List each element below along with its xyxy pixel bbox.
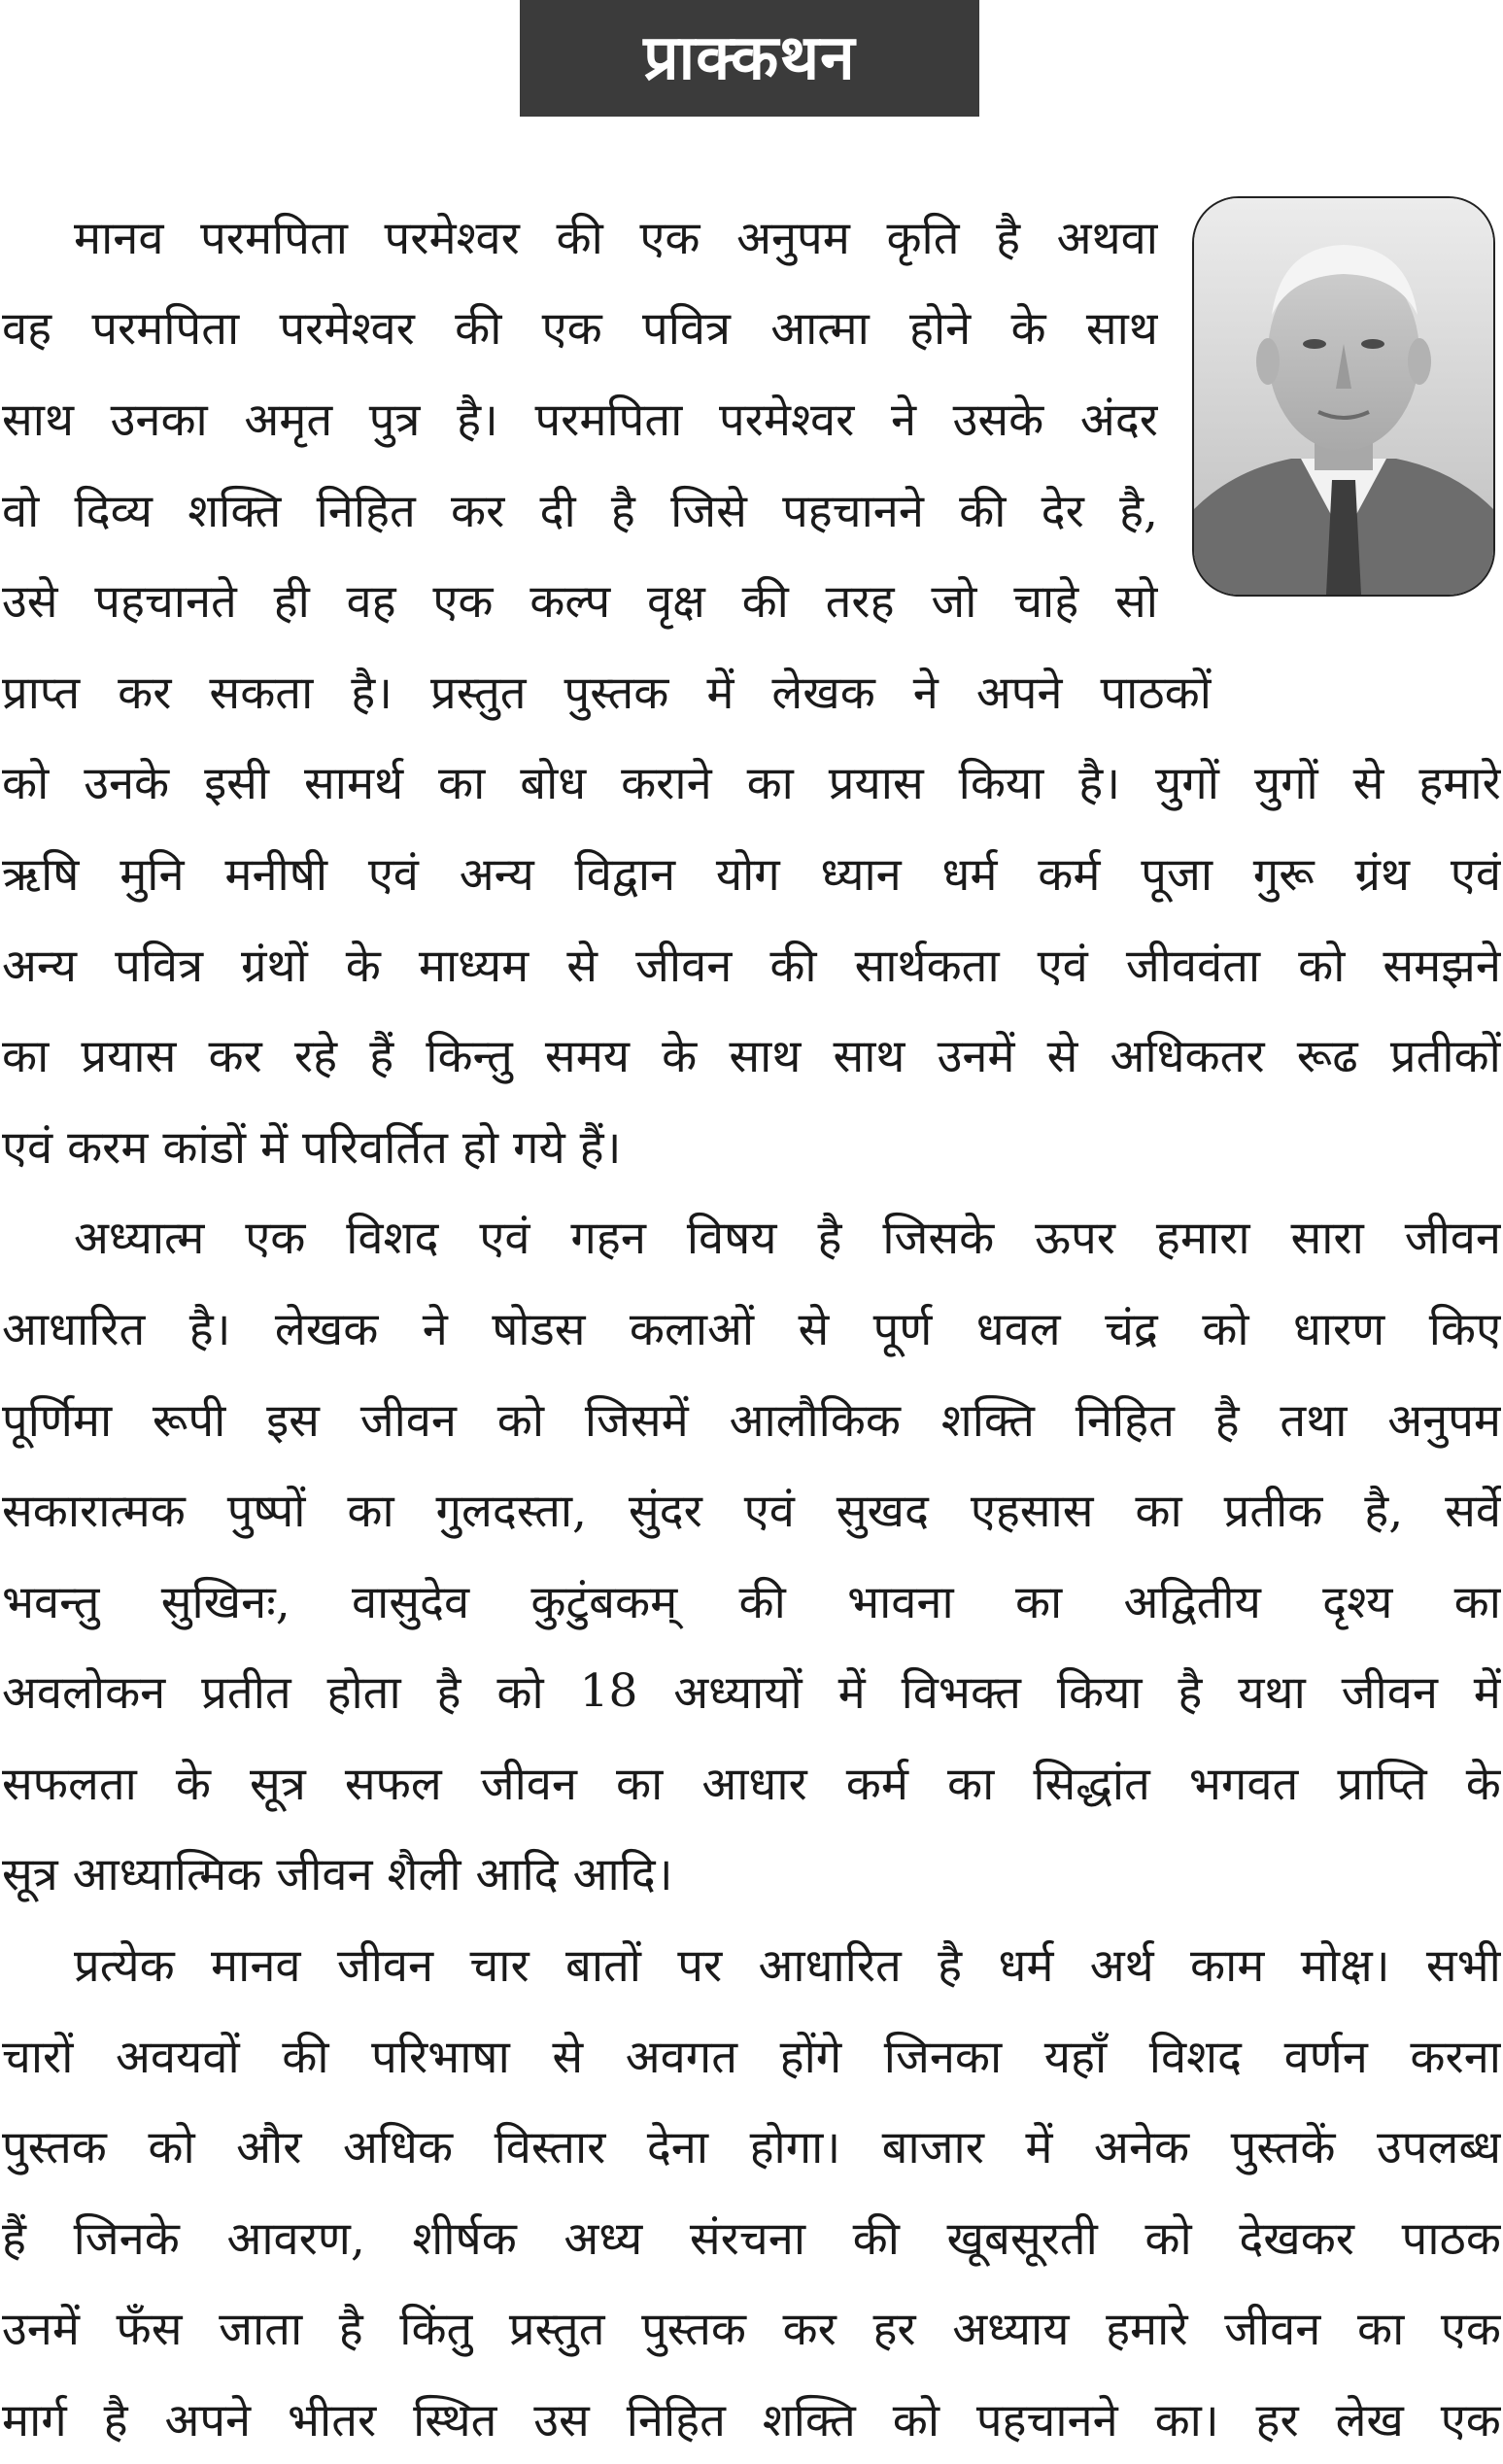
- text-line: हैं जिनके आवरण, शीर्षक अध्य संरचना की खूबसूरती को देखकर पाठक: [2, 2211, 1501, 2266]
- text-line: ऋषि मुनि मनीषी एवं अन्य विद्वान योग ध्यान धर्म कर्म पूजा गुरू ग्रंथ एवं: [2, 847, 1501, 902]
- text-line: चारों अवयवों की परिभाषा से अवगत होंगे जिनका यहाँ विशद वर्णन करना: [2, 2030, 1501, 2084]
- text-line: एवं करम कांडों में परिवर्तित हो गये हैं।: [2, 1120, 622, 1175]
- text-line: पुस्तक को और अधिक विस्तार देना होगा। बाजार में अनेक पुस्तकें उपलब्ध: [2, 2121, 1501, 2175]
- text-line: वो दिव्य शक्ति निहित कर दी है जिसे पहचानने की देर है,: [2, 484, 1158, 538]
- text-line: प्राप्त कर सकता है। प्रस्तुत पुस्तक में लेखक ने अपने पाठकों: [2, 666, 1212, 720]
- text-line: का प्रयास कर रहे हैं किन्तु समय के साथ साथ उनमें से अधिकतर रूढ प्रतीकों: [2, 1030, 1501, 1084]
- text-line: मार्ग है अपने भीतर स्थित उस निहित शक्ति को पहचानने का। हर लेख एक: [2, 2394, 1501, 2448]
- text-line: उनमें फँस जाता है किंतु प्रस्तुत पुस्तक कर हर अध्याय हमारे जीवन का एक: [2, 2303, 1501, 2357]
- text-line: भवन्तु सुखिनः, वासुदेव कुटुंबकम् की भावना का अद्वितीय दृश्य का: [2, 1575, 1501, 1629]
- text-line: उसे पहचानते ही वह एक कल्प वृक्ष की तरह जो चाहे सो: [2, 575, 1158, 630]
- text-line: अन्य पवित्र ग्रंथों के माध्यम से जीवन की सार्थकता एवं जीववंता को समझने: [2, 939, 1501, 993]
- text-line: आधारित है। लेखक ने षोडस कलाओं से पूर्ण धवल चंद्र को धारण किए: [2, 1302, 1501, 1356]
- text-line: सूत्र आध्यात्मिक जीवन शैली आदि आदि।: [2, 1848, 673, 1902]
- text-line: पूर्णिमा रूपी इस जीवन को जिसमें आलौकिक शक्ति निहित है तथा अनुपम: [2, 1393, 1501, 1448]
- text-line: सकारात्मक पुष्पों का गुलदस्ता, सुंदर एवं सुखद एहसास का प्रतीक है, सर्वे: [2, 1485, 1501, 1539]
- text-line: मानव परमपिता परमेश्वर की एक अनुपम कृति है अथवा: [74, 211, 1158, 265]
- text-line: वह परमपिता परमेश्वर की एक पवित्र आत्मा होने के साथ: [2, 302, 1158, 357]
- text-line: साथ उनका अमृत पुत्र है। परमपिता परमेश्वर ने उसके अंदर: [2, 393, 1158, 447]
- text-line: अध्यात्म एक विशद एवं गहन विषय है जिसके ऊपर हमारा सारा जीवन: [74, 1212, 1501, 1266]
- chapter-title: प्राक्कथन: [643, 22, 856, 94]
- text-line: सफलता के सूत्र सफल जीवन का आधार कर्म का सिद्धांत भगवत प्राप्ति के: [2, 1757, 1501, 1811]
- chapter-title-banner: [520, 0, 979, 117]
- text-line: प्रत्येक मानव जीवन चार बातों पर आधारित है धर्म अर्थ काम मोक्ष। सभी: [74, 1939, 1501, 1994]
- body-text: [2, 190, 1501, 2464]
- text-line: अवलोकन प्रतीत होता है को 18 अध्यायों में विभक्त किया है यथा जीवन में: [2, 1663, 1501, 1721]
- text-line: को उनके इसी सामर्थ का बोध कराने का प्रयास किया है। युगों युगों से हमारे: [2, 757, 1501, 811]
